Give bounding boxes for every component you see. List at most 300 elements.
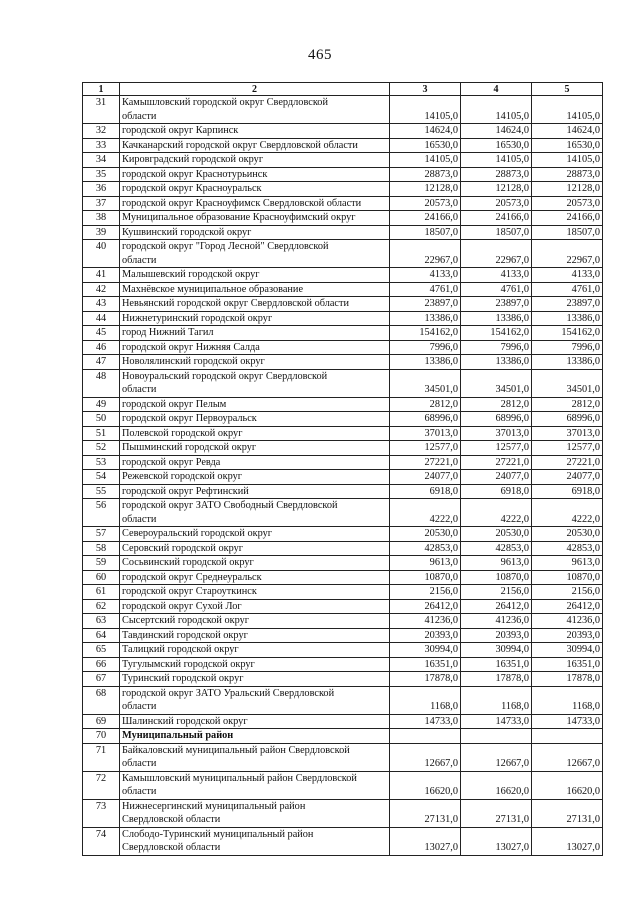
value-v5: 154162,0 [532,326,603,341]
table-row [83,599,603,614]
table-row [83,138,603,153]
value-v4: 27131,0 [461,799,532,827]
value-v5: 34501,0 [532,369,603,397]
value-v5: 28873,0 [532,167,603,182]
value-v4: 9613,0 [461,556,532,571]
value-v3: 24166,0 [390,211,461,226]
name-line: Серовский городской округ [122,542,244,554]
table-row [83,225,603,240]
value-v3: 10870,0 [390,570,461,585]
row-number: 49 [83,397,120,412]
municipality-name [120,470,390,485]
table-row [83,657,603,672]
municipality-name [120,326,390,341]
header-row [83,83,603,96]
value-v4: 24077,0 [461,470,532,485]
value-v3: 23897,0 [390,297,461,312]
name-line: Сосьвинский городской округ [122,557,254,568]
value-v4: 28873,0 [461,167,532,182]
name-line: городской округ Красноуральск [122,183,262,194]
municipality-name [120,355,390,370]
table-row [83,541,603,556]
value-v3: 34501,0 [390,369,461,397]
row-number: 57 [83,527,120,542]
page-number: 465 [308,47,332,63]
table-row [83,484,603,499]
value-v3: 68996,0 [390,412,461,427]
name-line: городской округ Ревда [122,456,221,468]
value-v3: 12667,0 [390,743,461,771]
value-v3: 41236,0 [390,614,461,629]
value-v3: 4133,0 [390,268,461,283]
municipality-name [120,138,390,153]
table-row [83,426,603,441]
value-v3: 20393,0 [390,628,461,643]
row-number: 39 [83,225,120,240]
row-number: 59 [83,556,120,571]
municipality-name [120,397,390,412]
row-number: 70 [83,729,120,744]
value-v5: 30994,0 [532,643,603,658]
table-row [83,570,603,585]
header-cell: 3 [390,83,461,96]
value-v3: 154162,0 [390,326,461,341]
header-cell: 1 [83,83,120,96]
table-row [83,714,603,729]
name-line: городской округ Красноуфимск Свердловской области [122,197,362,209]
value-v4: 13386,0 [461,355,532,370]
name-line: Махнёвское муниципальное образование [122,283,304,295]
municipality-name [120,643,390,658]
name-line: городской округ ЗАТО Уральский Свердловской [122,687,335,699]
value-v4: 27221,0 [461,455,532,470]
value-v3: 14105,0 [390,96,461,124]
municipality-name [120,484,390,499]
row-number: 37 [83,196,120,211]
table-row [83,211,603,226]
row-number: 46 [83,340,120,355]
table-row [83,827,603,855]
value-v5: 12667,0 [532,743,603,771]
value-v4: 20530,0 [461,527,532,542]
value-v4: 24166,0 [461,211,532,226]
value-v3: 28873,0 [390,167,461,182]
name-line: Малышевский городской округ [122,269,260,280]
table-row [83,167,603,182]
municipality-name [120,827,390,855]
name-line: город Нижний Тагил [122,327,214,338]
value-v3: 27221,0 [390,455,461,470]
value-v5: 26412,0 [532,599,603,614]
name-line: Кушвинский городской округ [122,226,252,238]
municipality-name [120,153,390,168]
name-line: городской округ Рефтинский [122,485,249,497]
value-v5: 20530,0 [532,527,603,542]
row-number: 73 [83,799,120,827]
name-line: Муниципальный район [122,730,234,741]
value-v3: 13027,0 [390,827,461,855]
value-v4: 22967,0 [461,240,532,268]
name-line: Шалинский городской округ [122,715,248,727]
value-v5: 13027,0 [532,827,603,855]
municipality-name [120,211,390,226]
row-number: 41 [83,268,120,283]
value-v4: 2812,0 [461,397,532,412]
row-number: 33 [83,138,120,153]
value-v4: 17878,0 [461,672,532,687]
table-row [83,326,603,341]
value-v3: 12577,0 [390,441,461,456]
value-v3: 13386,0 [390,355,461,370]
table-row [83,153,603,168]
row-number: 32 [83,124,120,139]
value-v5: 68996,0 [532,412,603,427]
municipality-name [120,441,390,456]
value-v4: 37013,0 [461,426,532,441]
table-row [83,340,603,355]
value-v5: 13386,0 [532,355,603,370]
name-line: Пышминский городской округ [122,442,257,453]
value-v4: 30994,0 [461,643,532,658]
name-line: Свердловской области [122,842,221,853]
table-row [83,771,603,799]
value-v4: 20573,0 [461,196,532,211]
municipality-name [120,672,390,687]
row-number: 69 [83,714,120,729]
value-v5: 6918,0 [532,484,603,499]
municipality-name [120,240,390,268]
header-cell: 5 [532,83,603,96]
municipality-name [120,182,390,197]
value-v3: 2156,0 [390,585,461,600]
value-v5: 9613,0 [532,556,603,571]
table-row [83,441,603,456]
table-row [83,369,603,397]
table-row [83,628,603,643]
row-number: 50 [83,412,120,427]
municipality-name [120,541,390,556]
table-row [83,729,603,744]
name-line: Муниципальное образование Красноуфимский округ [122,212,356,223]
table-row [83,799,603,827]
value-v4: 13027,0 [461,827,532,855]
name-line: области [122,110,157,122]
value-v5: 14733,0 [532,714,603,729]
municipality-name [120,96,390,124]
name-line: Байкаловский муниципальный район Свердловской [122,744,350,756]
value-v5: 16620,0 [532,771,603,799]
row-number: 47 [83,355,120,370]
row-number: 43 [83,297,120,312]
value-v4: 13386,0 [461,311,532,326]
value-v5: 22967,0 [532,240,603,268]
municipality-name [120,124,390,139]
municipality-name [120,628,390,643]
value-v4: 12128,0 [461,182,532,197]
value-v5: 4222,0 [532,499,603,527]
row-number: 48 [83,369,120,397]
name-line: Камышловский муниципальный район Свердловской [122,772,357,784]
data-table [82,82,603,856]
value-v3: 16620,0 [390,771,461,799]
name-line: Новолялинский городской округ [122,356,265,367]
value-v3: 16530,0 [390,138,461,153]
table-body [83,96,603,856]
value-v3: 22967,0 [390,240,461,268]
table-row [83,470,603,485]
municipality-name [120,499,390,527]
value-v5: 27131,0 [532,799,603,827]
name-line: городской округ Староуткинск [122,586,257,597]
value-v5: 7996,0 [532,340,603,355]
municipality-name [120,369,390,397]
value-v4: 68996,0 [461,412,532,427]
value-v3: 26412,0 [390,599,461,614]
municipality-name [120,426,390,441]
name-line: Тавдинский городской округ [122,629,248,641]
name-line: городской округ Карпинск [122,125,239,136]
name-line: области [122,513,157,525]
table-row [83,499,603,527]
value-v4: 4222,0 [461,499,532,527]
table-row [83,686,603,714]
value-v5: 2156,0 [532,585,603,600]
name-line: Качканарский городской округ Свердловской области [122,139,358,151]
row-number: 58 [83,541,120,556]
name-line: Нижнетуринский городской округ [122,312,273,324]
value-v3: 20530,0 [390,527,461,542]
value-v3: 4222,0 [390,499,461,527]
value-v5: 14624,0 [532,124,603,139]
value-v3: 14733,0 [390,714,461,729]
value-v3: 27131,0 [390,799,461,827]
value-v5: 2812,0 [532,397,603,412]
value-v3: 9613,0 [390,556,461,571]
table-row [83,182,603,197]
row-number: 52 [83,441,120,456]
table-row [83,311,603,326]
value-v5: 37013,0 [532,426,603,441]
table-row [83,124,603,139]
value-v3: 17878,0 [390,672,461,687]
municipality-name [120,282,390,297]
value-v4: 10870,0 [461,570,532,585]
value-v3: 20573,0 [390,196,461,211]
name-line: городской округ ЗАТО Свободный Свердловской [122,500,338,511]
table-row [83,614,603,629]
table-row [83,240,603,268]
value-v4: 18507,0 [461,225,532,240]
municipality-name [120,599,390,614]
row-number: 67 [83,672,120,687]
name-line: городской округ Сухой Лог [122,600,242,612]
value-v3: 14624,0 [390,124,461,139]
municipality-name [120,799,390,827]
municipality-name [120,686,390,714]
value-v3: 13386,0 [390,311,461,326]
row-number: 66 [83,657,120,672]
name-line: Новоуральский городской округ Свердловской [122,370,328,382]
row-number: 45 [83,326,120,341]
value-v3: 16351,0 [390,657,461,672]
value-v4: 16351,0 [461,657,532,672]
value-v5: 4761,0 [532,282,603,297]
value-v3: 6918,0 [390,484,461,499]
value-v5: 42853,0 [532,541,603,556]
value-v4: 16530,0 [461,138,532,153]
value-v4: 14624,0 [461,124,532,139]
name-line: области [122,384,157,395]
row-number: 72 [83,771,120,799]
name-line: Слободо-Туринский муниципальный район [122,828,314,840]
row-number: 63 [83,614,120,629]
value-v4: 154162,0 [461,326,532,341]
value-v5: 13386,0 [532,311,603,326]
value-v5: 23897,0 [532,297,603,312]
municipality-name [120,527,390,542]
name-line: Сысертский городской округ [122,615,250,626]
value-v5: 20393,0 [532,628,603,643]
row-number: 56 [83,499,120,527]
value-v4: 14733,0 [461,714,532,729]
table-row [83,412,603,427]
value-v5: 17878,0 [532,672,603,687]
name-line: области [122,786,157,797]
value-v4: 7996,0 [461,340,532,355]
row-number: 36 [83,182,120,197]
value-v5: 14105,0 [532,96,603,124]
value-v4: 16620,0 [461,771,532,799]
value-v4: 42853,0 [461,541,532,556]
table-row [83,397,603,412]
name-line: городской округ Первоуральск [122,413,257,424]
municipality-name [120,297,390,312]
value-v4: 1168,0 [461,686,532,714]
table-row [83,556,603,571]
value-v5: 18507,0 [532,225,603,240]
value-v3 [390,729,461,744]
municipality-name [120,714,390,729]
value-v5: 12577,0 [532,441,603,456]
row-number: 55 [83,484,120,499]
value-v5: 1168,0 [532,686,603,714]
municipality-name [120,167,390,182]
value-v5: 12128,0 [532,182,603,197]
value-v4: 2156,0 [461,585,532,600]
value-v3: 18507,0 [390,225,461,240]
value-v5: 10870,0 [532,570,603,585]
table-row [83,282,603,297]
value-v3: 12128,0 [390,182,461,197]
name-line: городской округ Нижняя Салда [122,341,260,353]
name-line: области [122,701,157,712]
table-row [83,527,603,542]
table-row [83,355,603,370]
value-v3: 1168,0 [390,686,461,714]
value-v4: 12667,0 [461,743,532,771]
table-row [83,585,603,600]
municipality-name [120,340,390,355]
value-v3: 30994,0 [390,643,461,658]
municipality-name [120,743,390,771]
municipality-name [120,570,390,585]
name-line: Кировградский городской округ [122,154,264,165]
row-number: 51 [83,426,120,441]
municipality-name [120,196,390,211]
value-v4: 23897,0 [461,297,532,312]
value-v4: 14105,0 [461,96,532,124]
row-number: 60 [83,570,120,585]
value-v4: 26412,0 [461,599,532,614]
value-v3: 7996,0 [390,340,461,355]
row-number: 42 [83,282,120,297]
name-line: городской округ Пелым [122,398,227,410]
value-v5 [532,729,603,744]
row-number: 68 [83,686,120,714]
value-v3: 37013,0 [390,426,461,441]
municipality-name [120,657,390,672]
row-number: 71 [83,743,120,771]
name-line: Нижнесергинский муниципальный район [122,800,306,812]
value-v4: 41236,0 [461,614,532,629]
value-v4 [461,729,532,744]
value-v4: 4761,0 [461,282,532,297]
value-v4: 6918,0 [461,484,532,499]
value-v3: 2812,0 [390,397,461,412]
table-row [83,268,603,283]
value-v4: 14105,0 [461,153,532,168]
municipality-name [120,585,390,600]
value-v4: 34501,0 [461,369,532,397]
name-line: Тугулымский городской округ [122,658,255,670]
row-number: 44 [83,311,120,326]
value-v5: 27221,0 [532,455,603,470]
row-number: 40 [83,240,120,268]
row-number: 61 [83,585,120,600]
value-v5: 24077,0 [532,470,603,485]
name-line: Полевской городской округ [122,427,243,439]
value-v5: 14105,0 [532,153,603,168]
row-number: 74 [83,827,120,855]
row-number: 31 [83,96,120,124]
table-row [83,455,603,470]
municipality-name [120,771,390,799]
municipality-name [120,225,390,240]
name-line: городской округ Краснотурьинск [122,168,268,180]
header-cell: 4 [461,83,532,96]
municipality-name [120,556,390,571]
municipality-name [120,412,390,427]
table-row [83,672,603,687]
row-number: 35 [83,167,120,182]
row-number: 64 [83,628,120,643]
value-v5: 41236,0 [532,614,603,629]
value-v3: 4761,0 [390,282,461,297]
value-v5: 4133,0 [532,268,603,283]
value-v4: 12577,0 [461,441,532,456]
value-v5: 20573,0 [532,196,603,211]
name-line: Североуральский городской округ [122,528,272,539]
value-v5: 24166,0 [532,211,603,226]
name-line: городской округ Среднеуральск [122,571,262,583]
row-number: 38 [83,211,120,226]
table-row [83,96,603,124]
value-v3: 42853,0 [390,541,461,556]
name-line: Режевской городской округ [122,471,242,482]
municipality-name [120,311,390,326]
value-v5: 16530,0 [532,138,603,153]
municipality-name [120,729,390,744]
